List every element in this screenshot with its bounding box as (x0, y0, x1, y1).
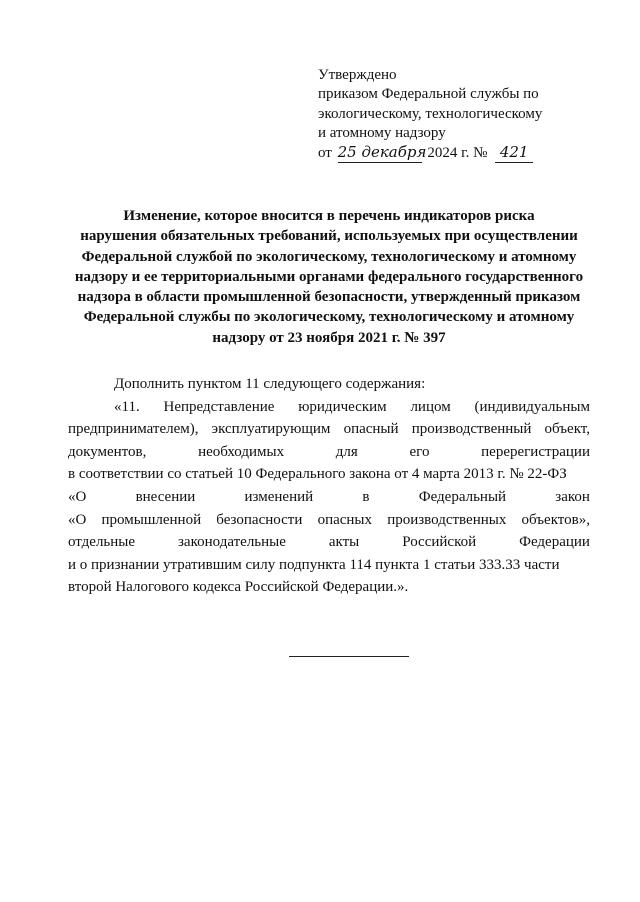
word: опасный (343, 421, 399, 438)
year-number-label: 2024 г. № (427, 145, 488, 162)
date-prefix: от (318, 145, 332, 162)
title-line: надзору и ее территориальными органами федерального государственного (74, 268, 584, 285)
word: лицом (410, 398, 451, 415)
approval-line-2: приказом Федеральной службы по (318, 86, 539, 103)
body-line: второй Налогового кодекса Российской Федерации.». (68, 579, 409, 596)
intro-paragraph: Дополнить пунктом 11 следующего содержания: (114, 376, 426, 392)
word: Российской (402, 534, 477, 551)
word: изменений (244, 488, 314, 505)
word: объектов», (521, 511, 590, 528)
approval-block (318, 66, 598, 163)
word: для (335, 443, 358, 460)
word: законодательные (178, 534, 286, 551)
body-line: и о признании утратившим силу подпункта 114 пункта 1 статьи 333.33 части (68, 556, 560, 573)
title-line: Федеральной службой по экологическому, технологическому и атомному (81, 248, 577, 265)
word: «О (68, 488, 87, 505)
approval-line-1: Утверждено (318, 67, 397, 83)
title-line: Федеральной службы по экологическому, технологическому и атомному (83, 309, 575, 326)
title-line: Изменение, которое вносится в перечень индикаторов риска (123, 208, 535, 224)
approval-line-3: экологическому, технологическому (318, 105, 543, 122)
word: Федеральный (418, 488, 507, 505)
word: Непредставление (163, 398, 275, 415)
word: «О (68, 511, 87, 528)
word: в (362, 488, 370, 505)
body-line (68, 418, 590, 441)
word: (индивидуальным (474, 398, 590, 415)
body-line: в соответствии со статьей 10 Федерального закона от 4 марта 2013 г. № 22-ФЗ (68, 466, 567, 483)
end-separator-line (289, 656, 409, 657)
word: эксплуатирующим (211, 421, 331, 438)
word: необходимых (198, 443, 285, 460)
title-line: нарушения обязательных требований, используемых при осуществлении (80, 228, 578, 245)
word: перерегистрации (481, 443, 590, 460)
body-line (68, 509, 590, 532)
body-line (68, 441, 590, 464)
handwritten-order-number: 421 (495, 143, 533, 163)
word: документов, (68, 443, 147, 460)
body-line (68, 486, 590, 509)
document-title (68, 206, 590, 348)
handwritten-date: 25 декабря (338, 143, 422, 163)
document-body (68, 373, 590, 599)
word: безопасности (216, 511, 303, 528)
word: юридическим (298, 398, 387, 415)
word: «11. (114, 398, 140, 415)
word: производственный (411, 421, 532, 438)
word: опасных (317, 511, 373, 528)
body-line (68, 531, 590, 554)
word: промышленной (101, 511, 202, 528)
word: его (409, 443, 430, 460)
word: объект, (544, 421, 590, 438)
word: акты (328, 534, 360, 551)
word: отдельные (68, 534, 136, 551)
title-line: надзора в области промышленной безопасности, утвержденный приказом (77, 289, 581, 306)
title-line: надзору от 23 ноября 2021 г. № 397 (212, 329, 446, 346)
body-line (68, 396, 590, 419)
approval-date-line (318, 143, 598, 163)
word: предпринимателем), (68, 421, 199, 438)
word: Федерации (519, 534, 590, 551)
word: производственных (387, 511, 507, 528)
word: закон (555, 488, 590, 505)
approval-line-4: и атомному надзору (318, 124, 446, 141)
word: внесении (135, 488, 196, 505)
